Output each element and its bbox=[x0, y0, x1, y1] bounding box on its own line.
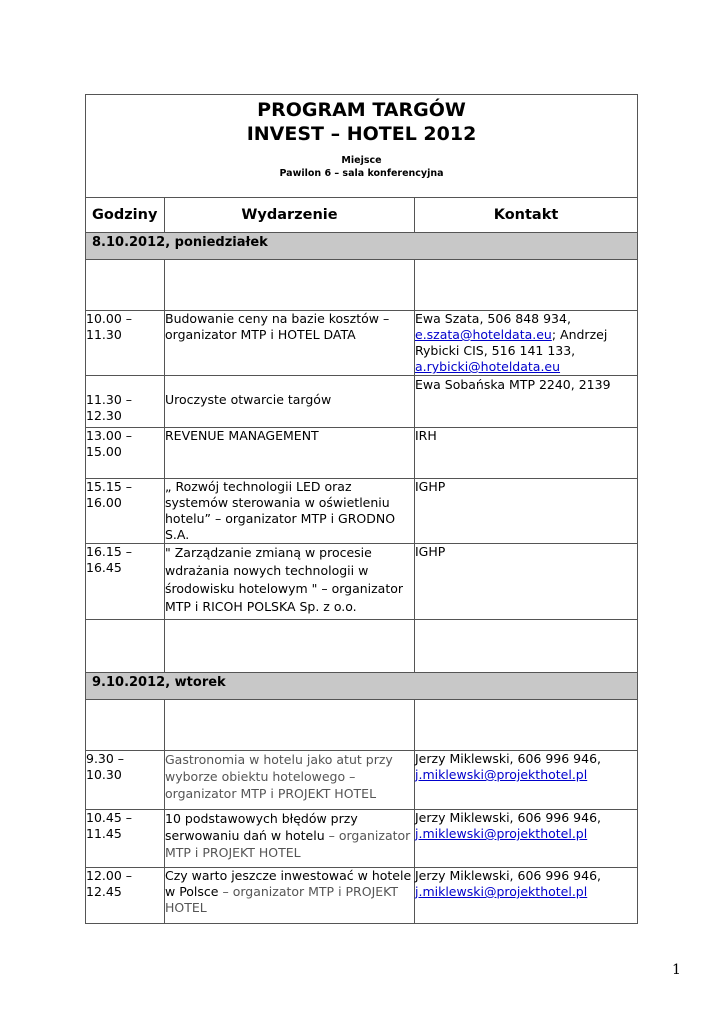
time-cell bbox=[86, 376, 165, 428]
time-cell bbox=[86, 868, 165, 924]
empty-cell bbox=[86, 700, 165, 751]
email-link[interactable]: j.miklewski@projekthotel.pl bbox=[415, 826, 588, 841]
empty-cell bbox=[165, 620, 415, 673]
table-row bbox=[86, 479, 638, 544]
page-number: 1 bbox=[672, 962, 681, 978]
contact-cell bbox=[415, 311, 638, 376]
table-row bbox=[86, 751, 638, 810]
empty-cell bbox=[415, 260, 638, 311]
time-end: 16.00 bbox=[86, 495, 122, 510]
contact-text: ; Andrzej Rybicki CIS, 516 141 133, bbox=[415, 327, 608, 358]
time-start: 16.15 – bbox=[86, 544, 133, 559]
day-header-row bbox=[86, 673, 638, 700]
time-start: 10.45 – bbox=[86, 810, 133, 825]
time-end: 12.45 bbox=[86, 884, 122, 899]
contact-cell: IGHP bbox=[415, 544, 638, 620]
email-link[interactable]: a.rybicki@hoteldata.eu bbox=[415, 359, 561, 374]
time-start: 9.30 – bbox=[86, 751, 125, 766]
event-title: 10 podstawowych błędów przy serwowaniu dań w hotelu bbox=[165, 811, 358, 843]
table-row bbox=[86, 544, 638, 620]
day-label: 8.10.2012, poniedziałek bbox=[86, 233, 638, 260]
contact-text: Jerzy Miklewski, 606 996 946, bbox=[415, 868, 601, 883]
empty-cell bbox=[165, 700, 415, 751]
table-row bbox=[86, 810, 638, 868]
day-label: 9.10.2012, wtorek bbox=[86, 673, 638, 700]
event-cell bbox=[165, 868, 415, 924]
contact-cell bbox=[415, 751, 638, 810]
contact-cell: Ewa Sobańska MTP 2240, 2139 bbox=[415, 376, 638, 428]
empty-row bbox=[86, 620, 638, 673]
time-cell bbox=[86, 544, 165, 620]
event-cell: REVENUE MANAGEMENT bbox=[165, 428, 415, 479]
title-row bbox=[86, 95, 638, 198]
time-cell bbox=[86, 311, 165, 376]
column-header-event: Wydarzenie bbox=[165, 198, 415, 233]
time-end: 15.00 bbox=[86, 444, 122, 459]
contact-text: Ewa Szata, 506 848 934, bbox=[415, 311, 571, 326]
time-end: 16.45 bbox=[86, 560, 122, 575]
title-cell bbox=[86, 95, 638, 198]
program-table bbox=[85, 94, 638, 924]
event-cell: „ Rozwój technologii LED oraz systemów sterowania w oświetleniu hotelu” – organizator MTP i GRODNO S.A. bbox=[165, 479, 415, 544]
event-organizer: – organizator MTP i PROJEKT HOTEL bbox=[165, 884, 399, 915]
day-header-row bbox=[86, 233, 638, 260]
place-label: Miejsce bbox=[341, 155, 382, 166]
table-row bbox=[86, 376, 638, 428]
document-subtitle: INVEST – HOTEL 2012 bbox=[246, 123, 477, 145]
contact-cell bbox=[415, 868, 638, 924]
empty-cell bbox=[165, 260, 415, 311]
column-header-contact: Kontakt bbox=[415, 198, 638, 233]
event-cell: " Zarządzanie zmianą w procesie wdrażania nowych technologii w środowisku hotelowym " – organizator MTP i RICOH POLSKA Sp. z o.o. bbox=[165, 544, 415, 620]
contact-text: Jerzy Miklewski, 606 996 946, bbox=[415, 751, 601, 766]
column-header-row bbox=[86, 198, 638, 233]
event-cell: Gastronomia w hotelu jako atut przy wyborze obiektu hotelowego – organizator MTP i PROJEKT HOTEL bbox=[165, 751, 415, 810]
contact-cell bbox=[415, 810, 638, 868]
contact-text: Jerzy Miklewski, 606 996 946, bbox=[415, 810, 601, 825]
contact-cell: IRH bbox=[415, 428, 638, 479]
time-start: 15.15 – bbox=[86, 479, 133, 494]
email-link[interactable]: j.miklewski@projekthotel.pl bbox=[415, 767, 588, 782]
table-row bbox=[86, 868, 638, 924]
time-end: 11.30 bbox=[86, 327, 122, 342]
empty-row bbox=[86, 260, 638, 311]
empty-cell bbox=[415, 620, 638, 673]
time-cell bbox=[86, 428, 165, 479]
empty-cell bbox=[86, 620, 165, 673]
place-value: Pawilon 6 – sala konferencyjna bbox=[279, 168, 444, 179]
column-header-hours: Godziny bbox=[86, 198, 165, 233]
time-start: 11.30 – bbox=[86, 392, 133, 407]
time-cell bbox=[86, 810, 165, 868]
time-start: 10.00 – bbox=[86, 311, 133, 326]
time-end: 11.45 bbox=[86, 826, 122, 841]
time-start: 12.00 – bbox=[86, 868, 133, 883]
table-row bbox=[86, 428, 638, 479]
event-cell bbox=[165, 810, 415, 868]
empty-cell bbox=[415, 700, 638, 751]
event-cell: Uroczyste otwarcie targów bbox=[165, 376, 415, 428]
time-cell bbox=[86, 479, 165, 544]
event-cell: Budowanie ceny na bazie kosztów – organizator MTP i HOTEL DATA bbox=[165, 311, 415, 376]
time-cell bbox=[86, 751, 165, 810]
time-end: 12.30 bbox=[86, 408, 122, 423]
event-organizer: – organizator MTP i PROJEKT HOTEL bbox=[165, 828, 411, 860]
email-link[interactable]: e.szata@hoteldata.eu bbox=[415, 327, 552, 342]
table-row bbox=[86, 311, 638, 376]
contact-cell: IGHP bbox=[415, 479, 638, 544]
empty-cell bbox=[86, 260, 165, 311]
email-link[interactable]: j.miklewski@projekthotel.pl bbox=[415, 884, 588, 899]
time-end: 10.30 bbox=[86, 767, 122, 782]
event-title: Czy warto jeszcze inwestować w hotele w Polsce bbox=[165, 868, 412, 899]
document-title: PROGRAM TARGÓW bbox=[257, 99, 466, 121]
empty-row bbox=[86, 700, 638, 751]
time-start: 13.00 – bbox=[86, 428, 133, 443]
